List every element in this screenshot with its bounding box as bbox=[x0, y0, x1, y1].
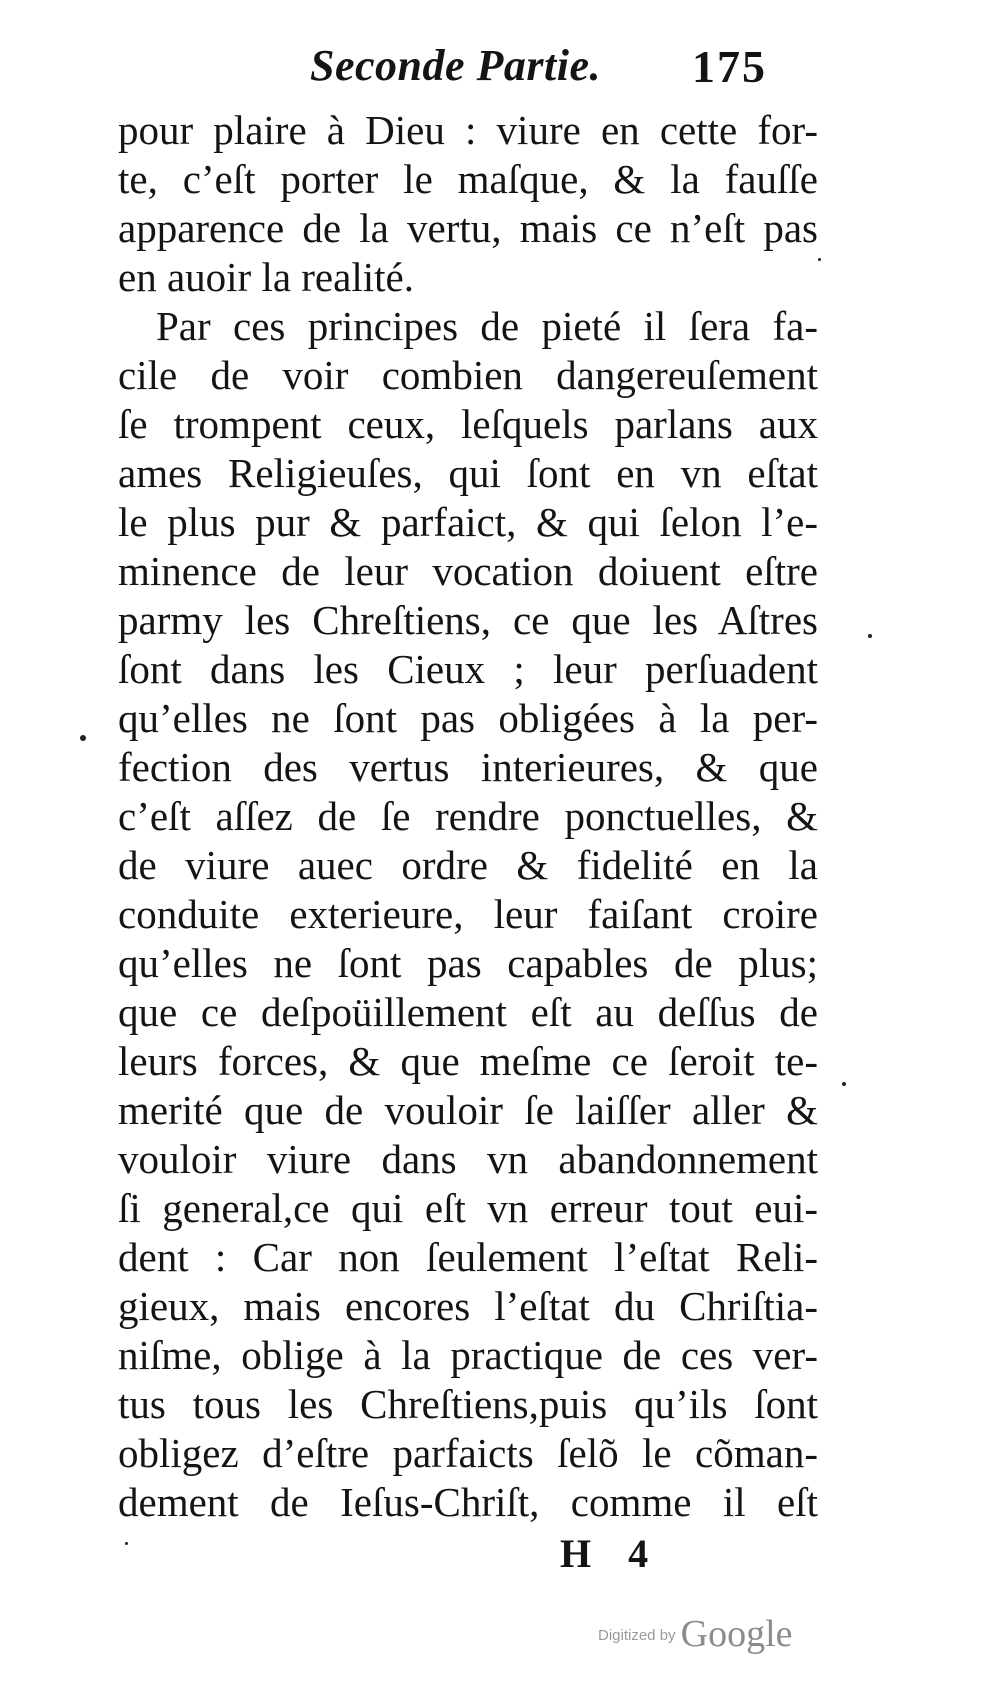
text-line: en auoir la realité. bbox=[118, 254, 414, 300]
watermark-brand: Google bbox=[680, 1613, 793, 1655]
text-line: vouloir viure dans vn abandonnement bbox=[118, 1136, 818, 1182]
signature-number: 4 bbox=[628, 1531, 650, 1576]
ink-speck bbox=[868, 634, 872, 638]
text-line: gieux, mais encores l’eſtat du Chriſtia- bbox=[118, 1283, 818, 1329]
text-line: ſi general,ce qui eſt vn erreur tout eui- bbox=[118, 1185, 818, 1231]
ink-speck bbox=[842, 1082, 846, 1086]
ink-speck bbox=[80, 735, 86, 741]
text-line: conduite exterieure, leur faiſant croire bbox=[118, 891, 818, 937]
text-line: ſe trompent ceux, leſquels parlans aux bbox=[118, 401, 818, 447]
text-line: dement de Ieſus-Chriſt, comme il eſt bbox=[118, 1479, 818, 1525]
text-line: minence de leur vocation doiuent eſtre bbox=[118, 548, 818, 594]
running-title: Seconde Partie. bbox=[310, 41, 602, 90]
text-line: cile de voir combien dangereuſement bbox=[118, 352, 818, 398]
digitization-watermark bbox=[598, 1612, 793, 1656]
text-line: de viure auec ordre & fidelité en la bbox=[118, 842, 818, 888]
paragraph-first-line: Par ces principes de pieté il ſera fa- bbox=[156, 303, 818, 349]
text-line: merité que de vouloir ſe laiſſer aller & bbox=[118, 1087, 818, 1133]
ink-speck bbox=[125, 1542, 128, 1545]
text-line: c’eſt aſſez de ſe rendre ponctuelles, & bbox=[118, 793, 818, 839]
text-line: leurs forces, & que meſme ce ſeroit te- bbox=[118, 1038, 818, 1084]
text-line: que ce deſpoüillement eſt au deſſus de bbox=[118, 989, 818, 1035]
text-line: te, c’eſt porter le maſque, & la fauſſe bbox=[118, 156, 818, 202]
text-line: apparence de la vertu, mais ce n’eſt pas bbox=[118, 205, 818, 251]
text-line: qu’elles ne ſont pas obligées à la per- bbox=[118, 695, 818, 741]
page-number: 175 bbox=[692, 41, 767, 92]
text-line: ames Religieuſes, qui ſont en vn eſtat bbox=[118, 450, 818, 496]
text-line: tus tous les Chreſtiens,puis qu’ils ſont bbox=[118, 1381, 818, 1427]
text-line: fection des vertus interieures, & que bbox=[118, 744, 818, 790]
ink-speck bbox=[818, 258, 821, 261]
body-text bbox=[118, 106, 818, 1527]
text-line: dent : Car non ſeulement l’eſtat Reli- bbox=[118, 1234, 818, 1280]
text-line: le plus pur & parfaict, & qui ſelon l’e- bbox=[118, 499, 818, 545]
running-head bbox=[120, 40, 820, 100]
text-line: pour plaire à Dieu : viure en cette for- bbox=[118, 107, 818, 153]
text-line: obligez d’eſtre parfaicts ſelõ le cõman- bbox=[118, 1430, 818, 1476]
text-line: ſont dans les Cieux ; leur perſuadent bbox=[118, 646, 818, 692]
signature-mark bbox=[560, 1530, 649, 1577]
signature-letter: H bbox=[560, 1531, 593, 1576]
text-line: parmy les Chreſtiens, ce que les Aſtres bbox=[118, 597, 818, 643]
watermark-prefix: Digitized by bbox=[598, 1627, 676, 1644]
text-line: niſme, oblige à la practique de ces ver- bbox=[118, 1332, 818, 1378]
text-line: qu’elles ne ſont pas capables de plus; bbox=[118, 940, 818, 986]
